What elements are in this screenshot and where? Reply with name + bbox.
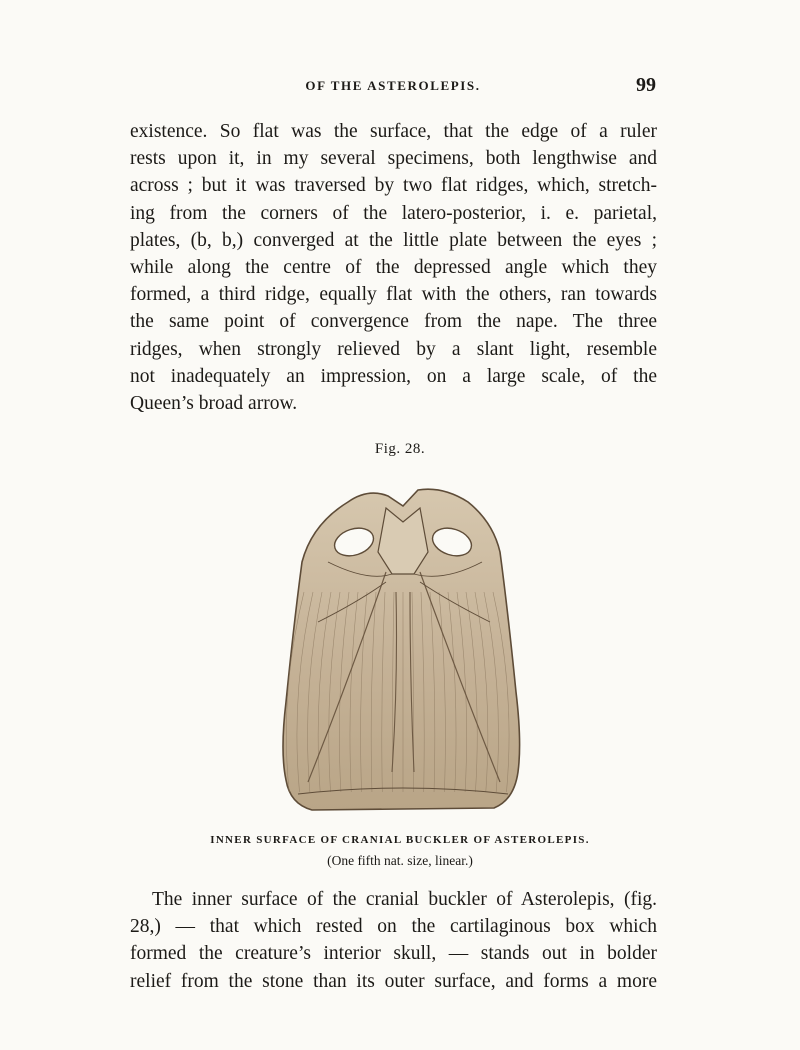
paragraph-line: not inadequately an impression, on a large scale, of the <box>130 365 657 387</box>
paragraph-line: existence. So flat was the surface, that the edge of a ruler <box>130 121 657 142</box>
figure-scale-note: (One fifth nat. size, linear.) <box>327 853 473 868</box>
paragraph-line: Queen’s broad arrow. <box>130 392 298 414</box>
paragraph-line: formed the creature’s interior skull, — stands out in bolder <box>130 943 657 965</box>
paragraph-line: plates, (b, b,) converged at the little plate between the eyes ; <box>130 229 657 251</box>
paragraph-line: while along the centre of the depressed angle which they <box>130 256 657 278</box>
paragraph-line: across ; but it was traversed by two flat ridges, which, stretch- <box>130 175 657 197</box>
figure-caption: INNER SURFACE OF CRANIAL BUCKLER OF ASTEROLEPIS. <box>210 834 590 846</box>
page-number: 99 <box>636 74 656 96</box>
running-head <box>130 74 656 104</box>
paragraph-1 <box>130 118 657 417</box>
paragraph-line: the same point of convergence from the nape. The three <box>130 311 657 333</box>
paragraph-line: rests upon it, in my several specimens, both lengthwise and <box>130 148 657 170</box>
paragraph-line: ing from the corners of the latero-posterior, i. e. parietal, <box>130 202 657 224</box>
running-title: OF THE ASTEROLEPIS. <box>305 78 481 93</box>
paragraph-line: relief from the stone than its outer surface, and forms a more <box>130 970 657 992</box>
paragraph-line: formed, a third ridge, equally flat with the others, ran towards <box>130 284 657 306</box>
figure-label: Fig. 28. <box>374 441 426 457</box>
paragraph-line: The inner surface of the cranial buckler of Asterolepis, (fig. <box>152 889 657 910</box>
paragraph-line: 28,) — that which rested on the cartilaginous box which <box>130 916 657 938</box>
cranial-buckler-illustration <box>268 482 538 814</box>
paragraph-2 <box>130 886 657 995</box>
paragraph-line: ridges, when strongly relieved by a slant light, resemble <box>130 338 657 360</box>
